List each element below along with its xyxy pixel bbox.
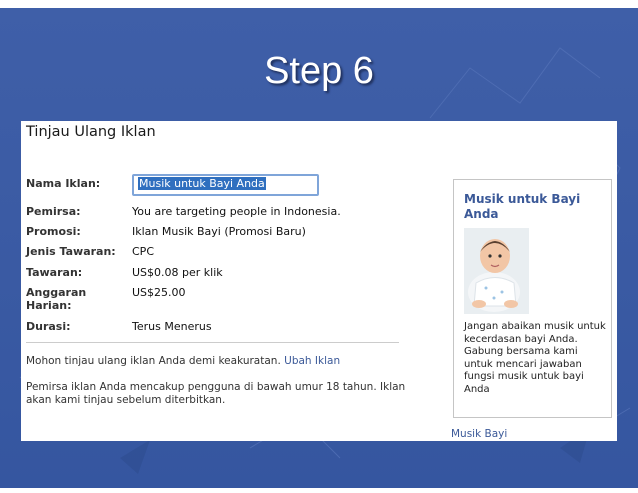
- ad-name-input[interactable]: [132, 174, 319, 196]
- panel-title: Tinjau Ulang Iklan: [26, 124, 156, 140]
- review-note: [26, 355, 340, 367]
- preview-page-link[interactable]: Musik Bayi: [451, 428, 508, 440]
- daily-budget-label-line1: Anggaran: [26, 286, 87, 299]
- bid-value: US$0.08 per klik: [132, 266, 223, 279]
- promotion-label: Promosi:: [26, 225, 81, 238]
- duration-value: Terus Menerus: [132, 320, 212, 333]
- audience-label: Pemirsa:: [26, 205, 81, 218]
- section-divider: [26, 342, 399, 343]
- age-note: Pemirsa iklan Anda mencakup pengguna di bawah umur 18 tahun. Iklan akan kami tinjau sebelum diterbitkan.: [26, 381, 406, 406]
- daily-budget-label-line2: Harian:: [26, 299, 72, 312]
- preview-title[interactable]: Musik untuk Bayi Anda: [464, 192, 581, 221]
- audience-value: You are targeting people in Indonesia.: [132, 205, 341, 218]
- duration-label: Durasi:: [26, 320, 71, 333]
- baby-image-icon: [464, 228, 529, 314]
- slide-background: [0, 8, 638, 488]
- promotion-value: Iklan Musik Bayi (Promosi Baru): [132, 225, 306, 238]
- ad-name-label: Nama Iklan:: [26, 177, 101, 190]
- slide-title: Step 6: [264, 50, 374, 92]
- baby-photo[interactable]: [464, 228, 529, 314]
- bid-label: Tawaran:: [26, 266, 83, 279]
- daily-budget-value: US$25.00: [132, 286, 186, 299]
- preview-body: Jangan abaikan musik untuk kecerdasan bayi Anda. Gabung bersama kami untuk mencari jawaban fungsi musik untuk bayi Anda: [464, 321, 606, 395]
- bid-type-label: Jenis Tawaran:: [26, 245, 116, 258]
- edit-ad-link[interactable]: Ubah Iklan: [284, 355, 341, 367]
- ad-name-value: Musik untuk Bayi Anda: [139, 177, 265, 190]
- daily-budget-label: [26, 286, 86, 312]
- ad-review-panel: [21, 121, 617, 441]
- review-note-text: Mohon tinjau ulang iklan Anda demi keakuratan.: [26, 355, 281, 367]
- bid-type-value: CPC: [132, 245, 154, 258]
- ad-preview-box: [453, 179, 612, 418]
